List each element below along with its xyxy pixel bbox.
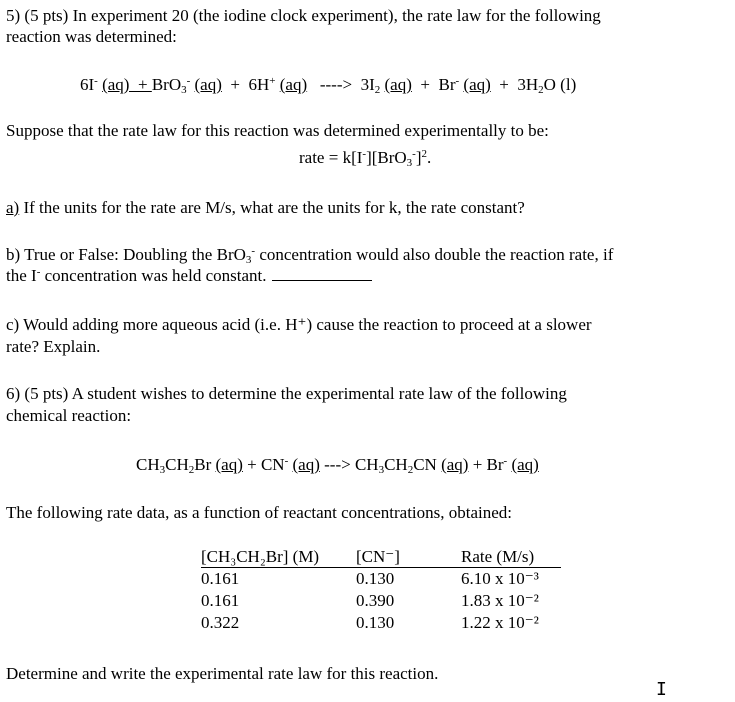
table-row xyxy=(201,612,561,634)
header-cn: [CN⁻] xyxy=(356,546,461,568)
cell-ch3ch2br: 0.322 xyxy=(201,613,240,632)
answer-blank xyxy=(272,268,372,281)
q5-part-a xyxy=(6,198,525,218)
rate-data-table xyxy=(201,546,561,634)
q5-intro-line2: reaction was determined: xyxy=(6,27,177,46)
q6-reaction-equation: $CH_3CH_2Br$ (aq) + CN- (aq) ---> $CH_3CH_2CN$ (aq) + Br- (aq) xyxy=(136,455,539,476)
cell-cn: 0.130 xyxy=(356,613,395,632)
table-header-row xyxy=(201,546,561,568)
cell-rate: 6.10 x 10⁻³ xyxy=(461,569,539,588)
table-row xyxy=(201,568,561,591)
q5-suppose-text: Suppose that the rate law for this reaction was determined experimentally to be: xyxy=(6,121,549,140)
text-cursor-icon: I xyxy=(656,679,667,700)
q6-intro-line2: chemical reaction: xyxy=(6,406,132,425)
q6-intro-line1: 6) (5 pts) A student wishes to determine the experimental rate law of the following xyxy=(6,384,567,403)
cell-cn: 0.130 xyxy=(356,569,395,588)
q5-intro-line1: 5) (5 pts) In experiment 20 (the iodine clock experiment), the rate law for the following xyxy=(6,6,601,25)
q6-data-intro: The following rate data, as a function of reactant concentrations, obtained: xyxy=(6,503,513,522)
q5-part-a-label: a) xyxy=(6,198,20,217)
q5-part-b-line1: b) True or False: Doubling the BrO$_3$- concentration would also double the reaction rate, if xyxy=(6,245,614,266)
q5-part-c-line1: c) Would adding more aqueous acid (i.e. H⁺) cause the reaction to proceed at a slower xyxy=(6,315,592,334)
cell-ch3ch2br: 0.161 xyxy=(201,591,240,610)
table-row xyxy=(201,590,561,612)
cell-cn: 0.390 xyxy=(356,591,395,610)
q5-reaction-equation: 6I- (aq) + BrO$_3$- (aq) + 6H+ (aq) ----> $3I_2$ (aq) + Br- $(aq) + 3H_2O$ (l) xyxy=(80,75,577,96)
q5-part-b-line2: the I- concentration was held constant. xyxy=(6,266,372,286)
cell-rate: 1.22 x 10⁻² xyxy=(461,613,539,632)
header-rate: Rate (M/s) xyxy=(461,546,561,568)
q5-part-a-text: If the units for the rate are M/s, what are the units for k, the rate constant? xyxy=(23,198,525,217)
q5-rate-law: rate = $k[I^-][BrO_3^-]^2$. xyxy=(299,148,432,169)
cell-ch3ch2br: 0.161 xyxy=(201,569,240,588)
q6-conclusion: Determine and write the experimental rate law for this reaction. xyxy=(6,664,439,683)
cell-rate: 1.83 x 10⁻² xyxy=(461,591,539,610)
q5-part-c-line2: rate? Explain. xyxy=(6,337,101,356)
header-ch3ch2br: [CH₃CH₂Br] (M) xyxy=(201,546,356,568)
